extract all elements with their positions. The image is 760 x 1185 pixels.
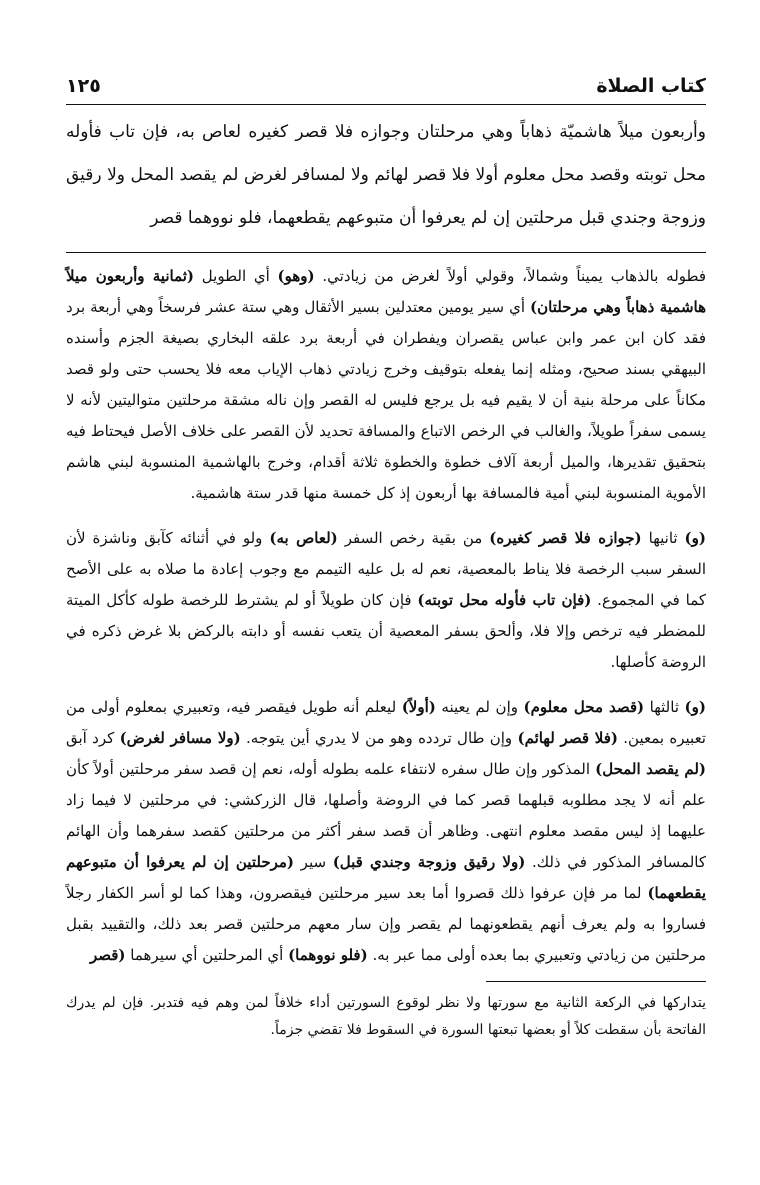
page-number: ١٢٥ xyxy=(66,75,101,97)
commentary-paragraph xyxy=(66,692,706,971)
matn-quote: (قصر xyxy=(89,946,126,964)
footnote-divider xyxy=(486,981,706,982)
header-divider xyxy=(66,104,706,105)
commentary-run: لما مر فإن عرفوا ذلك قصروا أما بعد سير مرحلتين فيقصرون، وهذا كما لو أسر الكفار رجلاً فساروا به ولم يعرف أنهم يقطعونهما لم يقصر وإن سار معهم مرحلتين قصر بعد ذلك، والتقييد بقبل مرحلتين من زيادتي وتعبيري بما بعده أولى مما عبر به. xyxy=(66,884,706,964)
matn-quote: (أولاً) xyxy=(401,698,436,716)
commentary-run: المذكور وإن طال سفره لانتفاء علمه بطوله أوله، نعم إن قصد سفر مرحلتين أولاً كأن علم أنه لا يجد مطلوبه قبلهما قصر كما في الروضة وأصلها، قال الزركشي: في مرحلتين لا فيما زاد عليهما إذ ليس مقصد معلوم انتهى. وظاهر أن قصد سفر أكثر من مرحلتين كقصد سفرهما وأن الهائم كالمسافر المذكور في ذلك. xyxy=(66,760,706,871)
matn-quote: (فلا قصر لهائم) xyxy=(517,729,618,747)
commentary-run: من بقية رخص السفر xyxy=(337,529,490,547)
footnote-text: يتداركها في الركعة الثانية مع سورتها ولا نظر لوقوع السورتين أداء خلافاً لمن وهم فيه فتدبر. فإن لم يدرك الفاتحة بأن سقطت كلاً أو بعضها تبعتها السورة في السقوط فلا تقضي جزماً. xyxy=(66,995,706,1038)
commentary-run: وإن لم يعينه xyxy=(435,698,524,716)
commentary-run: أي الطويل xyxy=(194,267,278,285)
commentary-paragraph xyxy=(66,523,706,678)
matn-quote: (ولا رقيق وزوجة وجندي قبل) xyxy=(332,853,526,871)
matn-quote: (وهو) xyxy=(277,267,315,285)
matn-quote: (جوازه فلا قصر كغيره) xyxy=(489,529,642,547)
commentary-run: ثالثها xyxy=(644,698,685,716)
commentary-run: ثانيها xyxy=(641,529,685,547)
commentary-run: فطوله بالذهاب يميناً وشمالاً، وقولي أولاً لغرض من زيادتي. xyxy=(314,267,707,285)
commentary-run: ليعلم أنه طويل فيقصر فيه، وتعبيري بمعلوم أولى من تعبيره بمعين. xyxy=(66,698,706,747)
commentary-paragraph xyxy=(66,261,706,509)
matn-quote: (ولا مسافر لغرض) xyxy=(119,729,241,747)
commentary-run: سير xyxy=(294,853,333,871)
book-page xyxy=(66,70,706,1150)
matn-quote: (لعاص به) xyxy=(269,529,338,547)
commentary-run: ولو في أثنائه كآبق وناشزة لأن السفر سبب الرخصة فلا يناط بالمعصية، نعم له بل عليه التيمم مع وجوب إعادة ما صلاه به على الأصح كما في المجموع. xyxy=(66,529,707,609)
matn-quote: (فإن تاب فأوله محل توبته) xyxy=(417,591,592,609)
main-text: وأربعون ميلاً هاشميّة ذهاباً وهي مرحلتان وجوازه فلا قصر كغيره لعاص به، فإن تاب فأوله محل توبته وقصد محل معلوم أولا فلا قصر لهائم ولا لمسافر لغرض لم يقصد المحل ولا رقيق وزوجة وجندي قبل مرحلتين إن لم يعرفوا أن متبوعهم يقطعهما، فلو نووهما قصر xyxy=(66,122,706,228)
commentary-run: أي سير يومين معتدلين بسير الأثقال وهي ستة عشر فرسخاً وهي أربعة برد فقد كان ابن عمر وابن عباس يقصران ويفطران في أربعة برد علقه البخاري بصيغة الجزم وأسنده البيهقي بسند صحيح، ومثله إنما يفعله بتوقيف وخرج زيادتي ذهاب الإياب معه فلا يحسب حتى ولو قصد مكاناً على مرحلة بنية أن لا يقيم فيه بل يرجع فليس له القصر وإن ناله مشقة مرحلتين متواليتين لأنه لا يسمى سفراً طويلاً، والغالب في الرخص الاتباع والمسافة تحديد لأن القصر على خلاف الأصل فيحتاط فيه بتحقيق تقديرها، والميل أربعة آلاف خطوة والخطوة ثلاثة أقدام، وخرج بالهاشمية المنسوبة لبني هاشم الأموية المنسوبة لبني أمية فالمسافة بها أربعون إذ كل خمسة منها قدر ستة هاشمية. xyxy=(66,298,706,502)
commentary-run: وإن طال تردده وهو من لا يدري أين يتوجه. xyxy=(240,729,518,747)
chapter-title: كتاب الصلاة xyxy=(596,75,706,97)
commentary-run: أي المرحلتين أي سيرهما xyxy=(125,946,289,964)
footnote xyxy=(66,990,706,1044)
matn-quote: (و) xyxy=(684,529,706,547)
running-header xyxy=(66,70,706,100)
matn-quote: (قصد محل معلوم) xyxy=(523,698,645,716)
matn-quote: (ثمانية وأربعون ميلاً هاشمية ذهاباً وهي مرحلتان) xyxy=(66,267,706,316)
matn-quote: (و) xyxy=(684,698,706,716)
commentary-run: كرد آبق xyxy=(66,729,120,747)
matn-quote: (لم يقصد المحل) xyxy=(595,760,706,778)
commentary xyxy=(66,261,706,971)
matn-quote: (فلو نووهما) xyxy=(288,946,368,964)
commentary-run: فإن كان طويلاً أو لم يشترط للرخصة طوله كأكل الميتة للمضطر فيه ترخص وإلا فلا، وألحق بسفر المعصية أن يتعب نفسه أو دابته بالركض بلا غرض ذكره في الروضة كأصلها. xyxy=(66,591,706,671)
matn-quote: (مرحلتين إن لم يعرفوا أن متبوعهم يقطعهما) xyxy=(66,853,706,902)
commentary-divider xyxy=(66,252,706,253)
